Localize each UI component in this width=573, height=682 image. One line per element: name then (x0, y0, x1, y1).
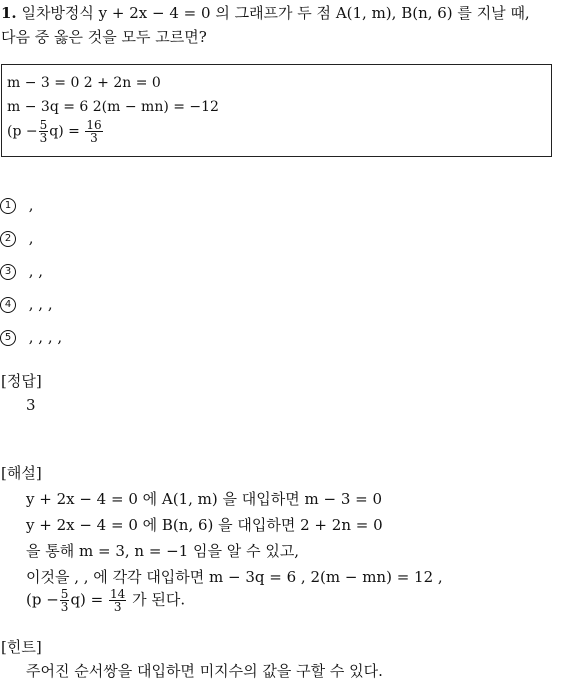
choice-5-mark: 5 (0, 330, 16, 346)
solution-line-5-suffix: 가 된다. (132, 590, 186, 609)
question-line-1 (1, 2, 530, 23)
choice-5[interactable] (0, 328, 62, 346)
solution-line-3: 을 통해 m = 3, n = −1 임을 알 수 있고, (26, 542, 300, 560)
solution-line-4: 이것을 , , 에 각각 대입하면 m − 3q = 6 , 2(m − mn) = 12 , (26, 568, 443, 586)
solution-line-5 (26, 588, 185, 613)
choice-5-text: , , , , (24, 328, 63, 346)
box-rhs-num: 16 (86, 118, 102, 132)
solution-frac-num: 5 (60, 587, 69, 601)
solution-frac-den: 3 (60, 600, 69, 614)
choice-1[interactable] (0, 196, 34, 214)
box-frac-den: 3 (39, 131, 48, 145)
choice-2[interactable] (0, 229, 34, 247)
solution-rhs-den: 3 (113, 600, 122, 614)
choice-2-text: , (24, 229, 34, 247)
box-line-3-fraction (39, 119, 49, 144)
question-text-line-1: 일차방정식 y + 2x − 4 = 0 의 그래프가 두 점 A(1, m), B(n, 6) 를 지날 때, (21, 4, 530, 22)
solution-rhs-num: 14 (110, 587, 126, 601)
choice-4-text: , , , (24, 295, 53, 313)
answer-value: 3 (26, 396, 36, 414)
statement-box (1, 64, 552, 157)
solution-line-1: y + 2x − 4 = 0 에 A(1, m) 을 대입하면 m − 3 = 0 (26, 490, 383, 508)
choice-4-mark: 4 (0, 297, 16, 313)
hint-text: 주어진 순서쌍을 대입하면 미지수의 값을 구할 수 있다. (26, 662, 383, 680)
choice-1-mark: 1 (0, 198, 16, 214)
choice-1-text: , (24, 196, 34, 214)
solution-line-5-rhs-fraction (109, 588, 126, 613)
question-number: 1. (1, 4, 17, 22)
question-text-line-2: 다음 중 옳은 것을 모두 고르면? (1, 28, 207, 46)
answer-label: [정답] (1, 372, 42, 390)
box-line-2: m − 3q = 6 2(m − mn) = −12 (7, 99, 219, 115)
box-line-3-mid: q) = (49, 123, 80, 140)
box-line-3-rhs-fraction (85, 119, 102, 144)
box-frac-num: 5 (39, 118, 48, 132)
choice-2-mark: 2 (0, 231, 16, 247)
hint-label: [힌트] (1, 638, 42, 656)
box-line-3-prefix: (p − (7, 123, 38, 140)
solution-line-5-mid: q) = (70, 590, 104, 609)
choice-4[interactable] (0, 295, 53, 313)
choice-3-mark: 3 (0, 264, 16, 280)
solution-line-5-fraction (60, 588, 70, 613)
box-rhs-den: 3 (90, 131, 98, 145)
solution-line-2: y + 2x − 4 = 0 에 B(n, 6) 을 대입하면 2 + 2n = 0 (26, 516, 383, 534)
choice-3-text: , , (24, 262, 44, 280)
box-line-3 (7, 119, 104, 144)
box-line-1: m − 3 = 0 2 + 2n = 0 (7, 75, 161, 91)
solution-line-5-prefix: (p − (26, 590, 59, 609)
solution-label: [해설] (1, 464, 42, 482)
choice-3[interactable] (0, 262, 43, 280)
